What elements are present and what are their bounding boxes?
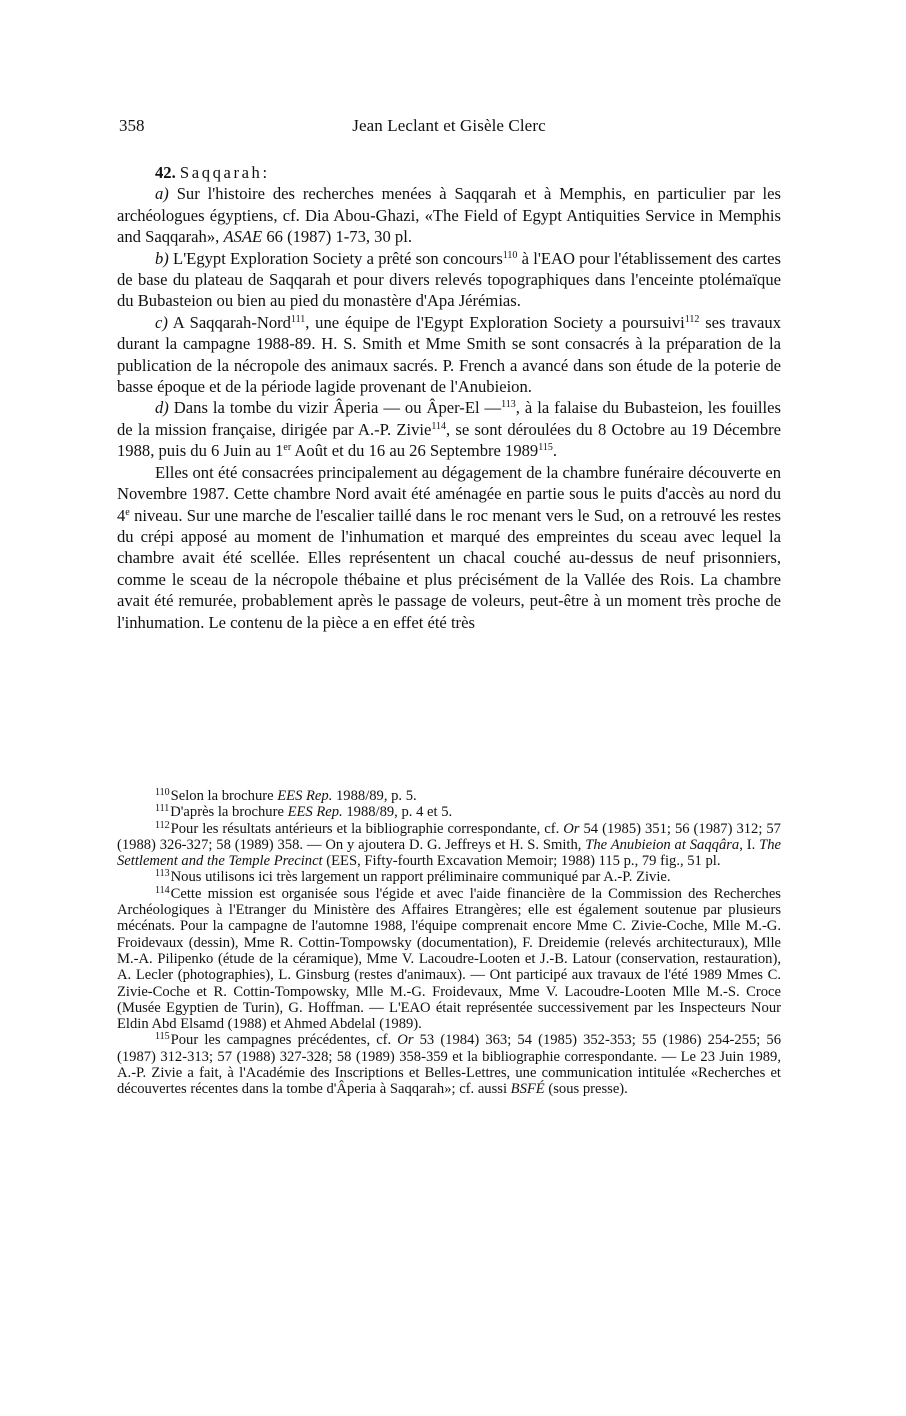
paragraph-text: Dans la tombe du vizir Âperia — ou Âper-El — [168,398,502,418]
paragraph-text: 66 (1987) 1-73, 30 pl. [262,227,412,247]
footnote-110 [117,788,781,804]
paragraph-b [117,248,781,312]
footnote-text: Nous utilisons ici très largement un rapport préliminaire communiqué par A.-P. Zivie. [170,869,671,886]
page-number: 358 [119,116,145,135]
footnote-italic: Or [397,1032,414,1049]
footnotes [117,788,781,1098]
paragraph-d [117,397,781,461]
footnote-ref[interactable]: 112 [684,313,700,325]
running-title: Jean Leclant et Gisèle Clerc [352,116,546,135]
paragraph-text: Elles ont été consacrées principalement au dégagement de la chambre funéraire découverte en Novembre 1987. Cette chambre Nord avait été aménagée en partie sous le puits d'accès au nord du 4 [117,462,781,525]
footnote-text: Pour les résultats antérieurs et la bibliographie correspondante, cf. [170,820,564,837]
paragraph-label: a) [155,184,169,204]
footnote-ref[interactable]: 113 [501,399,516,411]
main-text [117,162,781,720]
paragraph-text: . [552,441,558,461]
section-heading [117,162,781,183]
footnote-ref[interactable]: 110 [502,249,518,261]
footnote-number: 111 [155,803,170,815]
footnote-text: Pour les campagnes précédentes, cf. [170,1032,398,1049]
footnote-text: Cette mission est organisée sous l'égide et avec l'aide financière de la Commission des Recherches Archéologiques à l'Etranger du Ministère des Affaires Etrangères; elle est également soutenue par plusieurs mécénats. Pour la campagne de l'automne 1988, l'équipe comprenait encore Mme C. Zivie-Coche, Mlle M.-G. Froidevaux (dessin), Mme R. Cottin-Tompowsky (documentation), F. Dreidemie (relevés architecturaux), Mlle M.-A. Pilipenko (étude de la céramique), Mme V. Lacoudre-Looten et J.-B. Latour (conservation, restauration), A. Lecler (photographies), L. Ginsburg (restes d'animaux). — Ont participé aux travaux de l'été 1989 Mmes C. Zivie-Coche et R. Cottin-Tompowsky, Mlle M.-G. Froidevaux, Mme V. Lacoudre-Looten Mlle M.-S. Croce (Musée Egyptien de Turin), G. Hoffman. — L'EAO était représentée successivement par les Inspecteurs Nour Eldin Abd Elsamd (1988) et Ahmed Abdelal (1989). [117,885,781,1033]
paragraph-label: b) [155,248,169,268]
footnote-113 [117,869,781,885]
footnote-text: Selon la brochure [170,788,278,804]
footnote-text: 53 (1984) 363; 54 (1985) 352-353; 55 (1986) 254-255; 56 (1987) 312-313; 57 (1988) 327-328; 58 (1989) 358-359 et la bibliographie correspondante. — Le 23 Juin 1989, A.-P. Zivie a fait, à l'Académie des Inscriptions et Belles-Lettres, une communication intitulée «Recherches et découvertes récentes dans la tombe d'Âperia à Saqqarah»; cf. aussi [117,1032,781,1098]
footnote-number: 112 [155,819,170,831]
paragraph-text: L'Egypt Exploration Society a prêté son concours [168,248,503,268]
footnote-text: 1988/89, p. 4 et 5. [342,804,453,821]
footnote-112 [117,821,781,870]
paragraph-label: c) [155,312,168,332]
paragraph-text: , se sont déroulées du 8 Octobre au 19 Décembre 1988, puis du 6 Juin au 1 [117,419,781,461]
paragraph-e [117,462,781,633]
paragraph-text: , une équipe de l'Egypt Exploration Society a poursuivi [305,312,685,332]
footnote-number: 113 [155,868,170,880]
paragraph-text: , à la falaise du Bubasteion, les fouilles de la mission française, dirigée par A.-P. Zivie [117,398,781,439]
footnote-ref[interactable]: 115 [538,442,553,454]
footnote-number: 115 [155,1031,170,1043]
paragraph-a [117,183,781,247]
footnote-number: 110 [155,787,170,798]
journal-title: ASAE [223,227,263,247]
footnote-text: 54 (1985) 351; 56 (1987) 312; 57 (1988) 326-327; 58 (1989) 358. — On y ajoutera D. G. Jeffreys et H. S. Smith, [117,820,781,853]
paragraph-label: d) [155,398,169,418]
ordinal-suffix: er [283,442,292,454]
footnote-italic: The Anubieion at Saqqâra [585,836,740,853]
paragraph-text: niveau. Sur une marche de l'escalier taillé dans le roc menant vers le Sud, on a retrouvé les restes du crépi apposé au moment de l'inhumation et marqué des empreintes du sceau avec lequel la chambre avait été scellée. Elles représentent un chacal couché au-dessus de neuf prisonniers, comme le sceau de la nécropole thébaine et plus précisément de la Vallée des Rois. La chambre avait été remurée, probablement après le passage de voleurs, peut-être à un moment très proche de l'inhumation. Le contenu de la pièce a en effet été très [117,505,781,632]
footnote-text: 1988/89, p. 5. [332,788,417,804]
footnote-114 [117,886,781,1033]
footnote-ref[interactable]: 111 [290,313,306,325]
ordinal-suffix: e [125,506,130,518]
footnote-ref[interactable]: 114 [431,420,447,432]
footnote-115 [117,1032,781,1097]
footnote-italic: BSFÉ [510,1081,545,1098]
paragraph-text: Août et du 16 au 26 Septembre 1989 [291,441,539,461]
section-title: Saqqarah: [179,163,270,182]
footnote-text: D'après la brochure [170,804,288,821]
paragraph-text: Sur l'histoire des recherches menées à Saqqarah et à Memphis, en particulier par les archéologues égyptiens, cf. Dia Abou-Ghazi, «The Field of Egypt Antiquities Service in Memphis and Saqqarah», [117,184,781,247]
footnote-number: 114 [155,884,170,896]
footnote-text: (EES, Fifty-fourth Excavation Memoir; 1988) 115 p., 79 fig., 51 pl. [322,853,721,870]
section-number: 42. [155,163,176,182]
paragraph-text: ses travaux durant la campagne 1988-89. H. S. Smith et Mme Smith se sont consacrés à la préparation de la publication de la nécropole des animaux sacrés. P. French a avancé dans son étude de la poterie de basse époque et de la période lagide provenant de l'Anubieion. [117,312,781,397]
page-header [117,116,781,138]
footnote-text: (sous presse). [544,1081,628,1098]
footnote-italic: The Settlement and the Temple Precinct [117,836,781,870]
footnote-italic: Or [563,820,580,837]
paragraph-text: à l'EAO pour l'établissement des cartes de base du plateau de Saqqarah et pour divers relevés topographiques dans l'enceinte ptolémaïque du Bubasteion ou bien au pied du monastère d'Apa Jérémias. [117,248,781,311]
footnote-italic: EES Rep. [287,804,343,821]
footnote-111 [117,804,781,820]
footnote-text: , I. [739,836,760,853]
footnote-italic: EES Rep. [277,788,333,804]
paragraph-text: A Saqqarah-Nord [167,312,291,332]
paragraph-c [117,312,781,398]
